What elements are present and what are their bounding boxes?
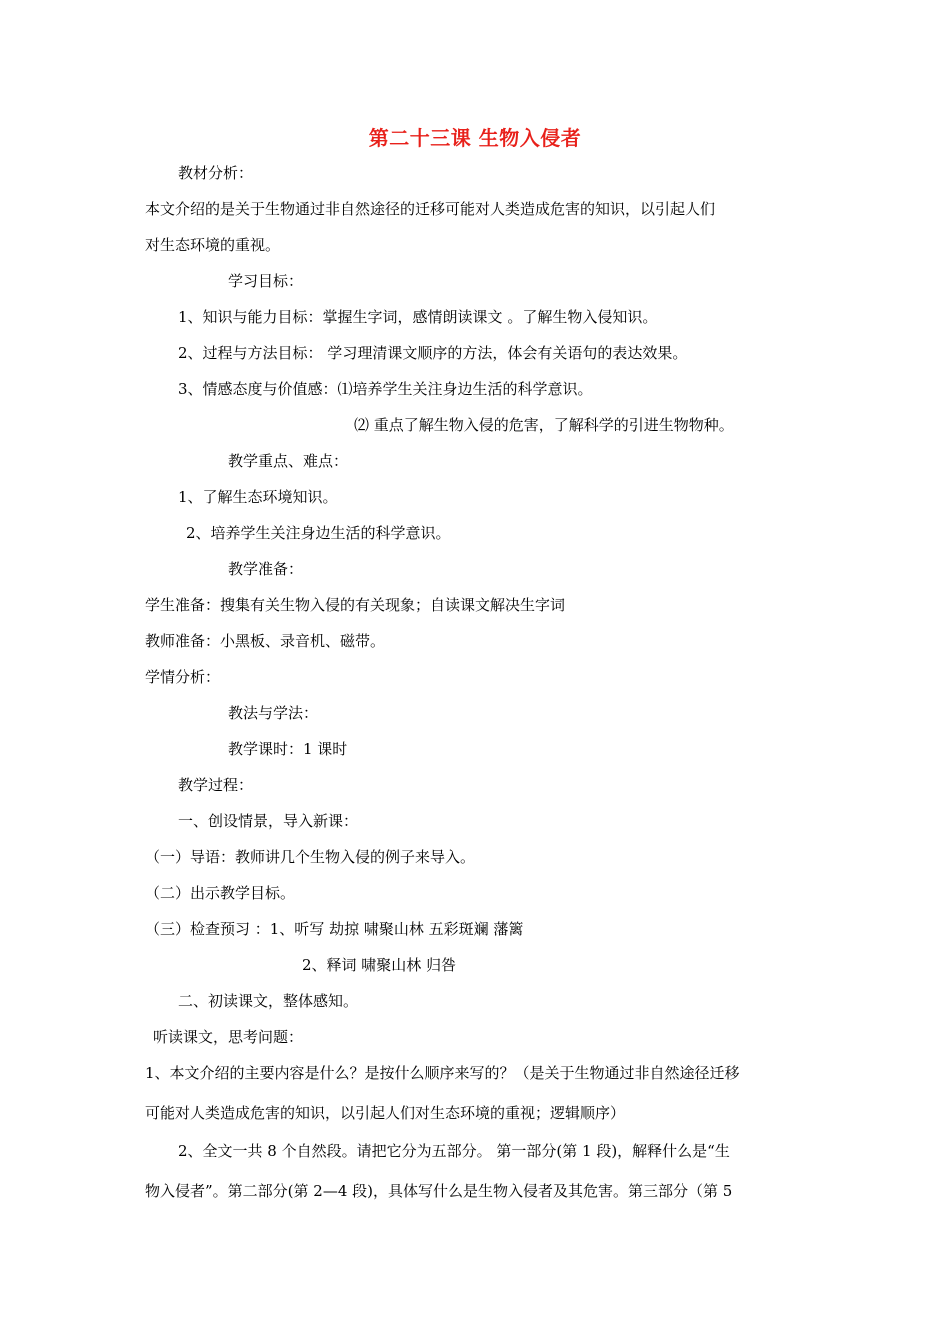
- question-line: 物入侵者”。第二部分(第 2—4 段)，具体写什么是生物入侵者及其危害。第三部分（第 5: [145, 1182, 733, 1200]
- section-heading-preparation: 教学准备：: [228, 560, 304, 578]
- process-substep: （一）导语：教师讲几个生物入侵的例子来导入。: [145, 848, 476, 866]
- question-line: 1、本文介绍的主要内容是什么？是按什么顺序来写的？（是关于生物通过非自然途径迁移: [145, 1064, 740, 1082]
- section-heading-student-analysis: 学情分析：: [145, 668, 221, 686]
- key-point-item: 2、培养学生关注身边生活的科学意识。: [186, 524, 451, 542]
- paragraph-line: 听读课文，思考问题：: [153, 1028, 304, 1046]
- process-substep: （二）出示教学目标。: [145, 884, 296, 902]
- goal-item: 3、情感态度与价值感：⑴培养学生关注身边生活的科学意识。: [178, 380, 593, 398]
- paragraph-line: 本文介绍的是关于生物通过非自然途径的迁移可能对人类造成危害的知识，以引起人们: [145, 200, 716, 218]
- section-heading-key-points: 教学重点、难点：: [228, 452, 349, 470]
- key-point-item: 1、了解生态环境知识。: [178, 488, 338, 506]
- process-step: 一、创设情景，导入新课：: [178, 812, 359, 830]
- section-heading-learning-goals: 学习目标：: [228, 272, 304, 290]
- question-line: 可能对人类造成危害的知识，以引起人们对生态环境的重视；逻辑顺序）: [145, 1104, 626, 1122]
- paragraph-line: 对生态环境的重视。: [145, 236, 281, 254]
- prep-teacher: 教师准备：小黑板、录音机、磁带。: [145, 632, 386, 650]
- section-heading-methods: 教法与学法：: [228, 704, 319, 722]
- class-hours: 教学课时：1 课时: [228, 740, 348, 758]
- process-step: 二、初读课文，整体感知。: [178, 992, 359, 1010]
- goal-item: 2、过程与方法目标： 学习理清课文顺序的方法，体会有关语句的表达效果。: [178, 344, 688, 362]
- question-line: 2、全文一共 8 个自然段。请把它分为五部分。 第一部分(第 1 段)，解释什么是“生: [178, 1142, 730, 1160]
- lesson-title: 第二十三课 生物入侵者: [368, 126, 582, 150]
- section-heading-textbook-analysis: 教材分析：: [178, 164, 254, 182]
- process-substep-continued: 2、释词 啸聚山林 归咎: [302, 956, 457, 974]
- process-substep: （三）检查预习 ：1、听写 劫掠 啸聚山林 五彩斑斓 藩篱: [145, 920, 524, 938]
- section-heading-process: 教学过程：: [178, 776, 254, 794]
- prep-student: 学生准备：搜集有关生物入侵的有关现象；自读课文解决生字词: [145, 596, 566, 614]
- goal-item-continued: ⑵ 重点了解生物入侵的危害，了解科学的引进生物物种。: [354, 416, 734, 434]
- goal-item: 1、知识与能力目标：掌握生字词，感情朗读课文 。了解生物入侵知识。: [178, 308, 658, 326]
